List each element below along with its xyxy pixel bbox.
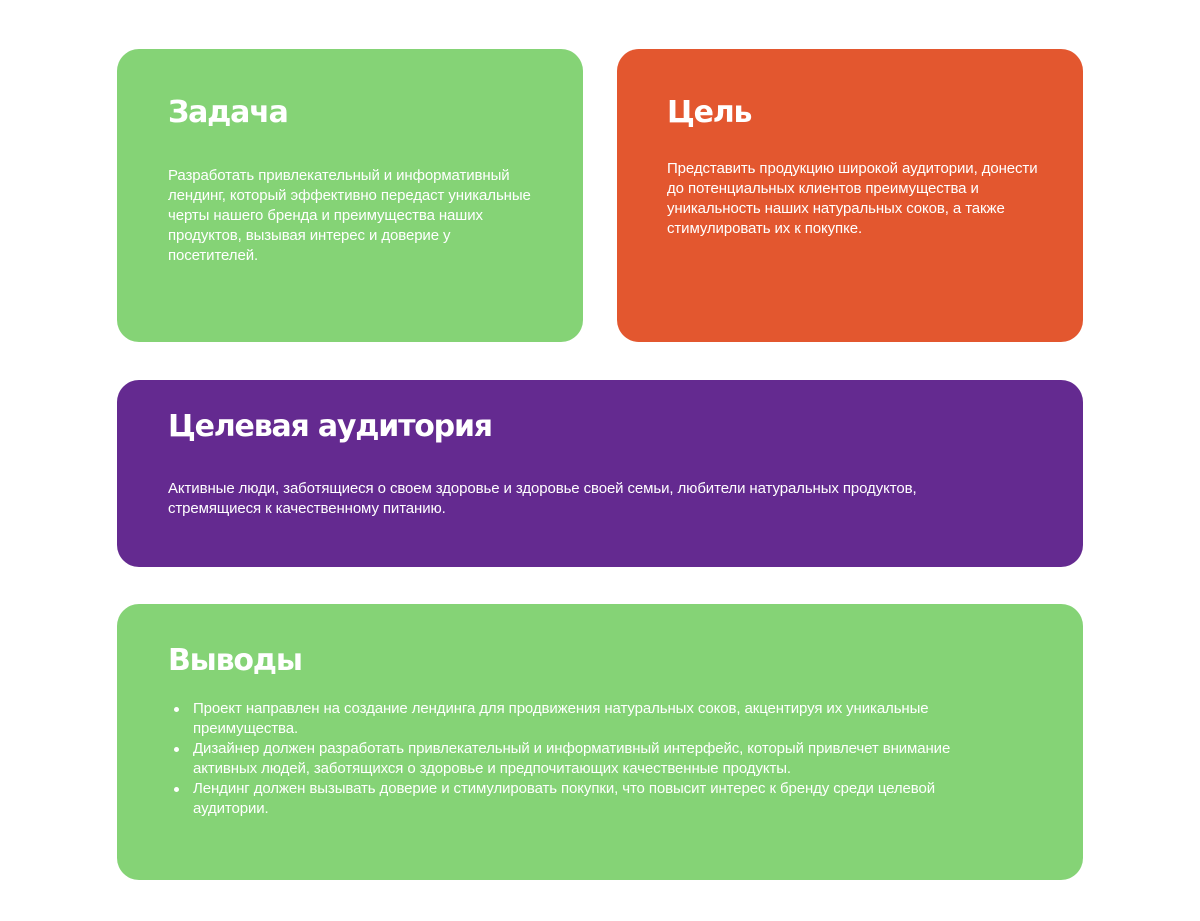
conclusion-item	[168, 779, 973, 819]
target-audience-card	[117, 380, 1083, 567]
goal-card	[617, 49, 1083, 342]
bullet-dot-icon	[174, 747, 179, 752]
task-card	[117, 49, 583, 342]
conclusion-item-text: Дизайнер должен разработать привлекательный и информативный интерфейс, который привлечет внимание активных людей, заботящихся о здоровье и предпочитающих качественные продукты.	[193, 740, 951, 777]
conclusion-item	[168, 739, 973, 779]
conclusion-item-text: Лендинг должен вызывать доверие и стимулировать покупки, что повысит интерес к бренду среди целевой аудитории.	[193, 780, 935, 817]
conclusions-list	[168, 699, 973, 819]
conclusions-card	[117, 604, 1083, 880]
bullet-dot-icon	[174, 787, 179, 792]
target-audience-title: Целевая аудитория	[168, 409, 492, 444]
conclusions-title: Выводы	[168, 643, 302, 678]
conclusion-item-text: Проект направлен на создание лендинга для продвижения натуральных соков, акцентируя их уникальные преимущества.	[193, 700, 929, 737]
target-audience-text: Активные люди, заботящиеся о своем здоровье и здоровье своей семьи, любители натуральных продуктов, стремящиеся к качественному питанию.	[168, 480, 917, 517]
task-title: Задача	[168, 95, 288, 130]
bullet-dot-icon	[174, 707, 179, 712]
goal-text: Представить продукцию широкой аудитории, донести до потенциальных клиентов преимущества и уникальность наших натуральных соков, а также стимулировать их к покупке.	[667, 160, 1038, 237]
conclusion-item	[168, 699, 973, 739]
task-text: Разработать привлекательный и информативный лендинг, который эффективно передаст уникальные черты нашего бренда и преимущества наших продуктов, вызывая интерес и доверие у посетителей.	[168, 167, 531, 264]
goal-title: Цель	[667, 95, 752, 130]
